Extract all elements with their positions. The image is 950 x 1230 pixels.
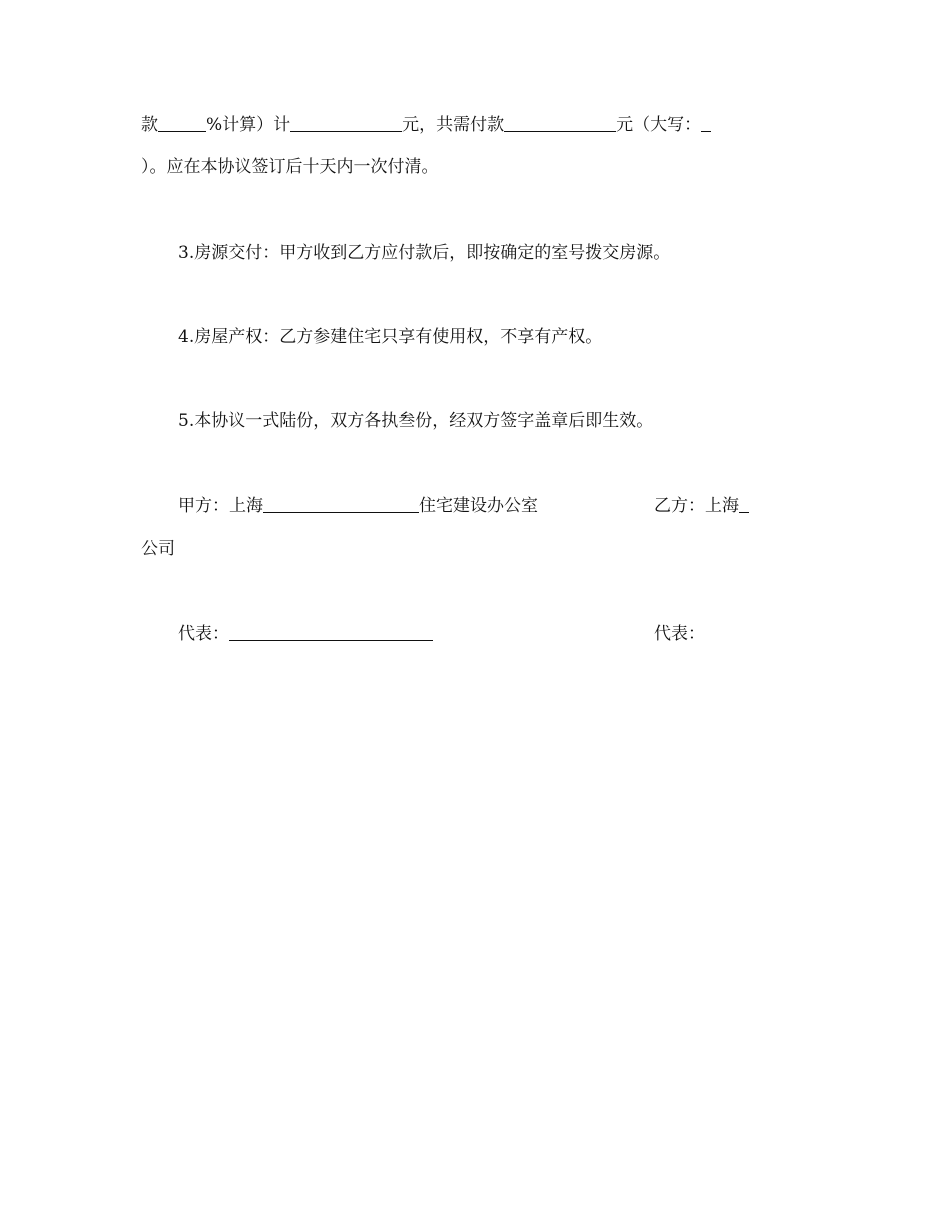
party-a-prefix: 甲方：上海: [178, 496, 263, 516]
representative-a-label: 代表：: [178, 624, 229, 644]
clause-4: 4.房屋产权：乙方参建住宅只享有使用权，不享有产权。: [178, 327, 603, 347]
party-b-prefix: 乙方：上海: [654, 496, 739, 516]
amount-blank: [290, 115, 402, 132]
payment-text-4: 元（大写：: [616, 115, 702, 135]
party-a-name-blank: [263, 496, 419, 513]
party-b-line: [654, 496, 749, 516]
payment-deadline-line: ）。应在本协议签订后十天内一次付清。: [141, 157, 439, 177]
party-b-company: 公司: [141, 539, 175, 559]
capital-amount-blank: [701, 115, 711, 132]
party-b-name-blank: [739, 496, 749, 513]
party-a-line: [178, 496, 538, 516]
payment-text-2: %计算）计: [206, 115, 291, 135]
payment-text-3: 元，共需付款: [402, 115, 505, 135]
percent-blank: [158, 115, 206, 132]
party-a-suffix: 住宅建设办公室: [419, 496, 538, 516]
representative-b-label: 代表：: [654, 624, 705, 644]
representative-a-line: [178, 624, 433, 644]
clause-5: 5.本协议一式陆份，双方各执叁份，经双方签字盖章后即生效。: [178, 411, 654, 431]
representative-a-blank: [229, 624, 433, 641]
clause-3: 3.房源交付：甲方收到乙方应付款后，即按确定的室号拨交房源。: [178, 243, 671, 263]
total-blank: [504, 115, 616, 132]
payment-text-1: 款: [141, 115, 158, 135]
payment-line: [141, 115, 711, 135]
